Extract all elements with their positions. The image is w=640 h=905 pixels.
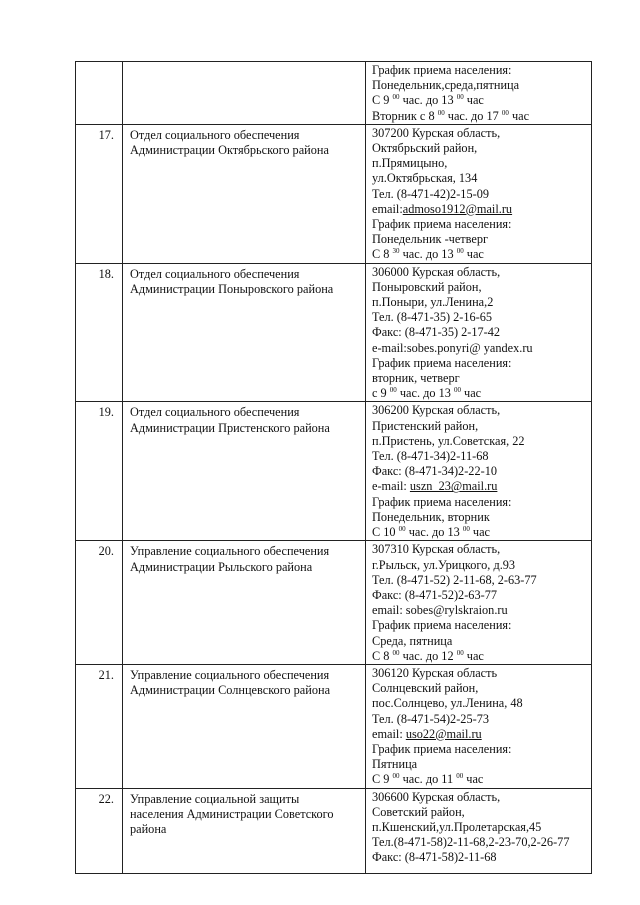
text-segment: e-mail:	[372, 479, 410, 494]
contact-info-line	[372, 126, 587, 141]
contact-info-line	[372, 757, 587, 772]
text-segment: час. до 13	[399, 247, 457, 262]
text-segment: График приема населения:	[372, 355, 512, 370]
time-minutes-superscript: 00	[456, 93, 464, 102]
text-segment: Вторник с 8	[372, 108, 438, 123]
organization-name-line: Администрации Солнцевского района	[130, 683, 331, 698]
text-segment: 306600 Курская область,	[372, 789, 501, 804]
time-minutes-superscript: 00	[392, 648, 400, 657]
text-segment: час. до 11	[399, 772, 457, 787]
contact-info-line	[372, 325, 587, 340]
contact-info-line	[372, 479, 587, 494]
contact-info-line	[372, 525, 587, 540]
text-segment: Поныровский район,	[372, 279, 482, 294]
contact-info-line	[372, 588, 587, 603]
time-minutes-superscript: 00	[462, 525, 470, 534]
text-segment: с 9	[372, 386, 390, 401]
text-segment: п.Кшенский,ул.Пролетарская,45	[372, 819, 542, 834]
text-segment: пос.Солнцево, ул.Ленина, 48	[372, 696, 523, 711]
email-link[interactable]: uso22@mail.ru	[405, 726, 482, 741]
text-segment: e-mail:sobes.ponyri@ yandex.ru	[372, 340, 533, 355]
organization-name-line: Отдел социального обеспечения	[130, 127, 300, 142]
contact-info-line	[372, 696, 587, 711]
text-segment: Понедельник -четверг	[372, 232, 489, 247]
text-segment: С 9	[372, 772, 393, 787]
text-segment: Факс: (8-471-34)2-22-10	[372, 464, 497, 479]
contact-info-line	[372, 603, 587, 618]
contact-info-line	[372, 449, 587, 464]
organization-name-line: Отдел социального обеспечения	[130, 266, 300, 281]
organization-name	[123, 541, 366, 665]
text-segment: час. до 13	[399, 93, 457, 108]
contact-info-line	[372, 712, 587, 727]
organization-name	[123, 664, 366, 788]
contact-info-line	[372, 93, 587, 108]
contact-info-line	[372, 850, 587, 865]
time-minutes-superscript: 00	[392, 93, 400, 102]
contact-info-line	[372, 510, 587, 525]
text-segment: 307310 Курская область,	[372, 542, 501, 557]
contact-info-line	[372, 634, 587, 649]
text-segment: Тел. (8-471-42)2-15-09	[372, 186, 489, 201]
contact-info-line	[372, 341, 587, 356]
contact-info	[366, 263, 592, 402]
organization-name	[123, 402, 366, 541]
text-segment: 306120 Курская область	[372, 665, 498, 680]
time-minutes-superscript: 00	[456, 648, 464, 657]
contacts-table	[75, 61, 592, 874]
organization-name-line: населения Администрации Советского	[130, 806, 334, 821]
text-segment: час. до 17	[444, 108, 502, 123]
contact-info-line	[372, 156, 587, 171]
contact-info-line	[372, 666, 587, 681]
text-segment: Понедельник, вторник	[372, 509, 490, 524]
organization-name	[123, 62, 366, 125]
text-segment: С 9	[372, 93, 393, 108]
contact-info-line	[372, 265, 587, 280]
text-segment: 307200 Курская область,	[372, 125, 501, 140]
email-link[interactable]: admoso1912@mail.ru	[402, 201, 513, 216]
text-segment: График приема населения:	[372, 741, 512, 756]
contact-info	[366, 124, 592, 263]
text-segment: График приема населения:	[372, 618, 512, 633]
contact-info-line	[372, 310, 587, 325]
text-segment: ул.Октябрьская, 134	[372, 171, 478, 186]
contact-info-line	[372, 772, 587, 787]
text-segment: Тел. (8-471-52) 2-11-68, 2-63-77	[372, 572, 537, 587]
organization-name	[123, 263, 366, 402]
time-minutes-superscript: 30	[392, 247, 400, 256]
contact-info-line	[372, 141, 587, 156]
text-segment: Тел. (8-471-54)2-25-73	[372, 711, 489, 726]
organization-name	[123, 124, 366, 263]
contact-info-line	[372, 434, 587, 449]
text-segment: График приема населения:	[372, 63, 512, 77]
contact-info-line	[372, 727, 587, 742]
time-minutes-superscript: 00	[453, 386, 461, 395]
text-segment: Октябрьский район,	[372, 141, 478, 156]
row-number: 22.	[76, 788, 123, 873]
text-segment: час	[463, 93, 484, 108]
contact-info-line	[372, 495, 587, 510]
contact-info-line	[372, 371, 587, 386]
text-segment: Пятница	[372, 757, 418, 772]
organization-name	[123, 788, 366, 873]
text-segment: п.Пристень, ул.Советская, 22	[372, 433, 525, 448]
text-segment: График приема населения:	[372, 217, 512, 232]
row-number: 19.	[76, 402, 123, 541]
contact-info-line	[372, 187, 587, 202]
text-segment: Советский район,	[372, 804, 465, 819]
text-segment: email:	[372, 201, 403, 216]
contact-info-line	[372, 742, 587, 757]
organization-name-line: Администрации Рыльского района	[130, 559, 313, 574]
contact-info	[366, 402, 592, 541]
text-segment: п.Прямицыно,	[372, 156, 448, 171]
organization-name-line: Администрации Октябрьского района	[130, 143, 329, 158]
table-row	[76, 124, 592, 263]
table-row	[76, 664, 592, 788]
contact-info-line	[372, 63, 587, 78]
text-segment: час. до 13	[405, 525, 463, 540]
contact-info-line	[372, 681, 587, 696]
text-segment: Факс: (8-471-58)2-11-68	[372, 850, 497, 865]
organization-name-line: Администрации Поныровского района	[130, 281, 334, 296]
contact-info-line	[372, 649, 587, 664]
text-segment: час	[508, 108, 530, 123]
contact-info-line	[372, 247, 587, 262]
contact-info-line	[372, 542, 587, 557]
text-segment: час. до 12	[399, 648, 457, 663]
organization-name-line: Управление социальной защиты	[130, 791, 300, 806]
text-segment: час	[463, 772, 484, 787]
table-row	[76, 402, 592, 541]
text-segment: 306000 Курская область,	[372, 264, 501, 279]
organization-name-line: Управление социального обеспечения	[130, 544, 330, 559]
organization-name-line: Управление социального обеспечения	[130, 667, 330, 682]
text-segment: час	[469, 525, 491, 540]
text-segment: г.Рыльск, ул.Урицкого, д.93	[372, 557, 516, 572]
contact-info-line	[372, 820, 587, 835]
text-segment: email: sobes@rylskraion.ru	[372, 603, 508, 618]
row-number: 21.	[76, 664, 123, 788]
text-segment: Пристенский район,	[372, 418, 479, 433]
contact-info-line	[372, 171, 587, 186]
contact-info-line	[372, 419, 587, 434]
text-segment: Тел. (8-471-35) 2-16-65	[372, 310, 493, 325]
table-row	[76, 62, 592, 125]
organization-name-line: Отдел социального обеспечения	[130, 405, 300, 420]
text-segment: п.Поныри, ул.Ленина,2	[372, 295, 494, 310]
row-number: 17.	[76, 124, 123, 263]
text-segment: С 8	[372, 247, 393, 262]
contact-info-line	[372, 386, 587, 401]
time-minutes-superscript: 00	[389, 386, 397, 395]
contact-info-line	[372, 464, 587, 479]
contact-info-line	[372, 295, 587, 310]
time-minutes-superscript: 00	[398, 525, 406, 534]
contact-info-line	[372, 618, 587, 633]
text-segment: Факс: (8-471-35) 2-17-42	[372, 325, 501, 340]
contact-info-line	[372, 78, 587, 93]
contact-info-line	[372, 280, 587, 295]
time-minutes-superscript: 00	[501, 108, 509, 117]
text-segment: С 10	[372, 525, 399, 540]
row-number: 20.	[76, 541, 123, 665]
contact-info-line	[372, 356, 587, 371]
text-segment: Среда, пятница	[372, 633, 453, 648]
contact-info-line	[372, 217, 587, 232]
organization-name-line: района	[130, 821, 167, 836]
table-row	[76, 263, 592, 402]
text-segment: час. до 13	[396, 386, 454, 401]
time-minutes-superscript: 00	[392, 772, 400, 781]
text-segment: С 8	[372, 648, 393, 663]
time-minutes-superscript: 00	[437, 108, 445, 117]
text-segment: час	[463, 648, 484, 663]
text-segment: 306200 Курская область,	[372, 403, 501, 418]
contact-info-line	[372, 403, 587, 418]
text-segment: График приема населения:	[372, 494, 512, 509]
time-minutes-superscript: 00	[456, 772, 464, 781]
text-segment: Тел.(8-471-58)2-11-68,2-23-70,2-26-77	[372, 835, 570, 850]
text-segment: Понедельник,среда,пятница	[372, 78, 520, 93]
contact-info	[366, 788, 592, 873]
contact-info-line	[372, 109, 587, 124]
row-number	[76, 62, 123, 125]
text-segment: email:	[372, 726, 406, 741]
organization-name-line: Администрации Пристенского района	[130, 420, 330, 435]
contact-info-line	[372, 805, 587, 820]
contact-info-line	[372, 573, 587, 588]
contact-info-line	[372, 558, 587, 573]
email-link[interactable]: uszn_23@mail.ru	[409, 479, 498, 494]
time-minutes-superscript: 00	[456, 247, 464, 256]
contact-info	[366, 664, 592, 788]
text-segment: час	[460, 386, 482, 401]
contact-info-line	[372, 202, 587, 217]
text-segment: вторник, четверг	[372, 371, 460, 386]
contact-info-line	[372, 835, 587, 850]
text-segment: Солнцевский район,	[372, 681, 479, 696]
table-row	[76, 788, 592, 873]
text-segment: Тел. (8-471-34)2-11-68	[372, 449, 489, 464]
text-segment: Факс: (8-471-52)2-63-77	[372, 587, 497, 602]
contact-info	[366, 541, 592, 665]
contact-info-line	[372, 232, 587, 247]
table-row	[76, 541, 592, 665]
row-number: 18.	[76, 263, 123, 402]
contact-info	[366, 62, 592, 125]
text-segment: час	[463, 247, 484, 262]
contact-info-line	[372, 790, 587, 805]
